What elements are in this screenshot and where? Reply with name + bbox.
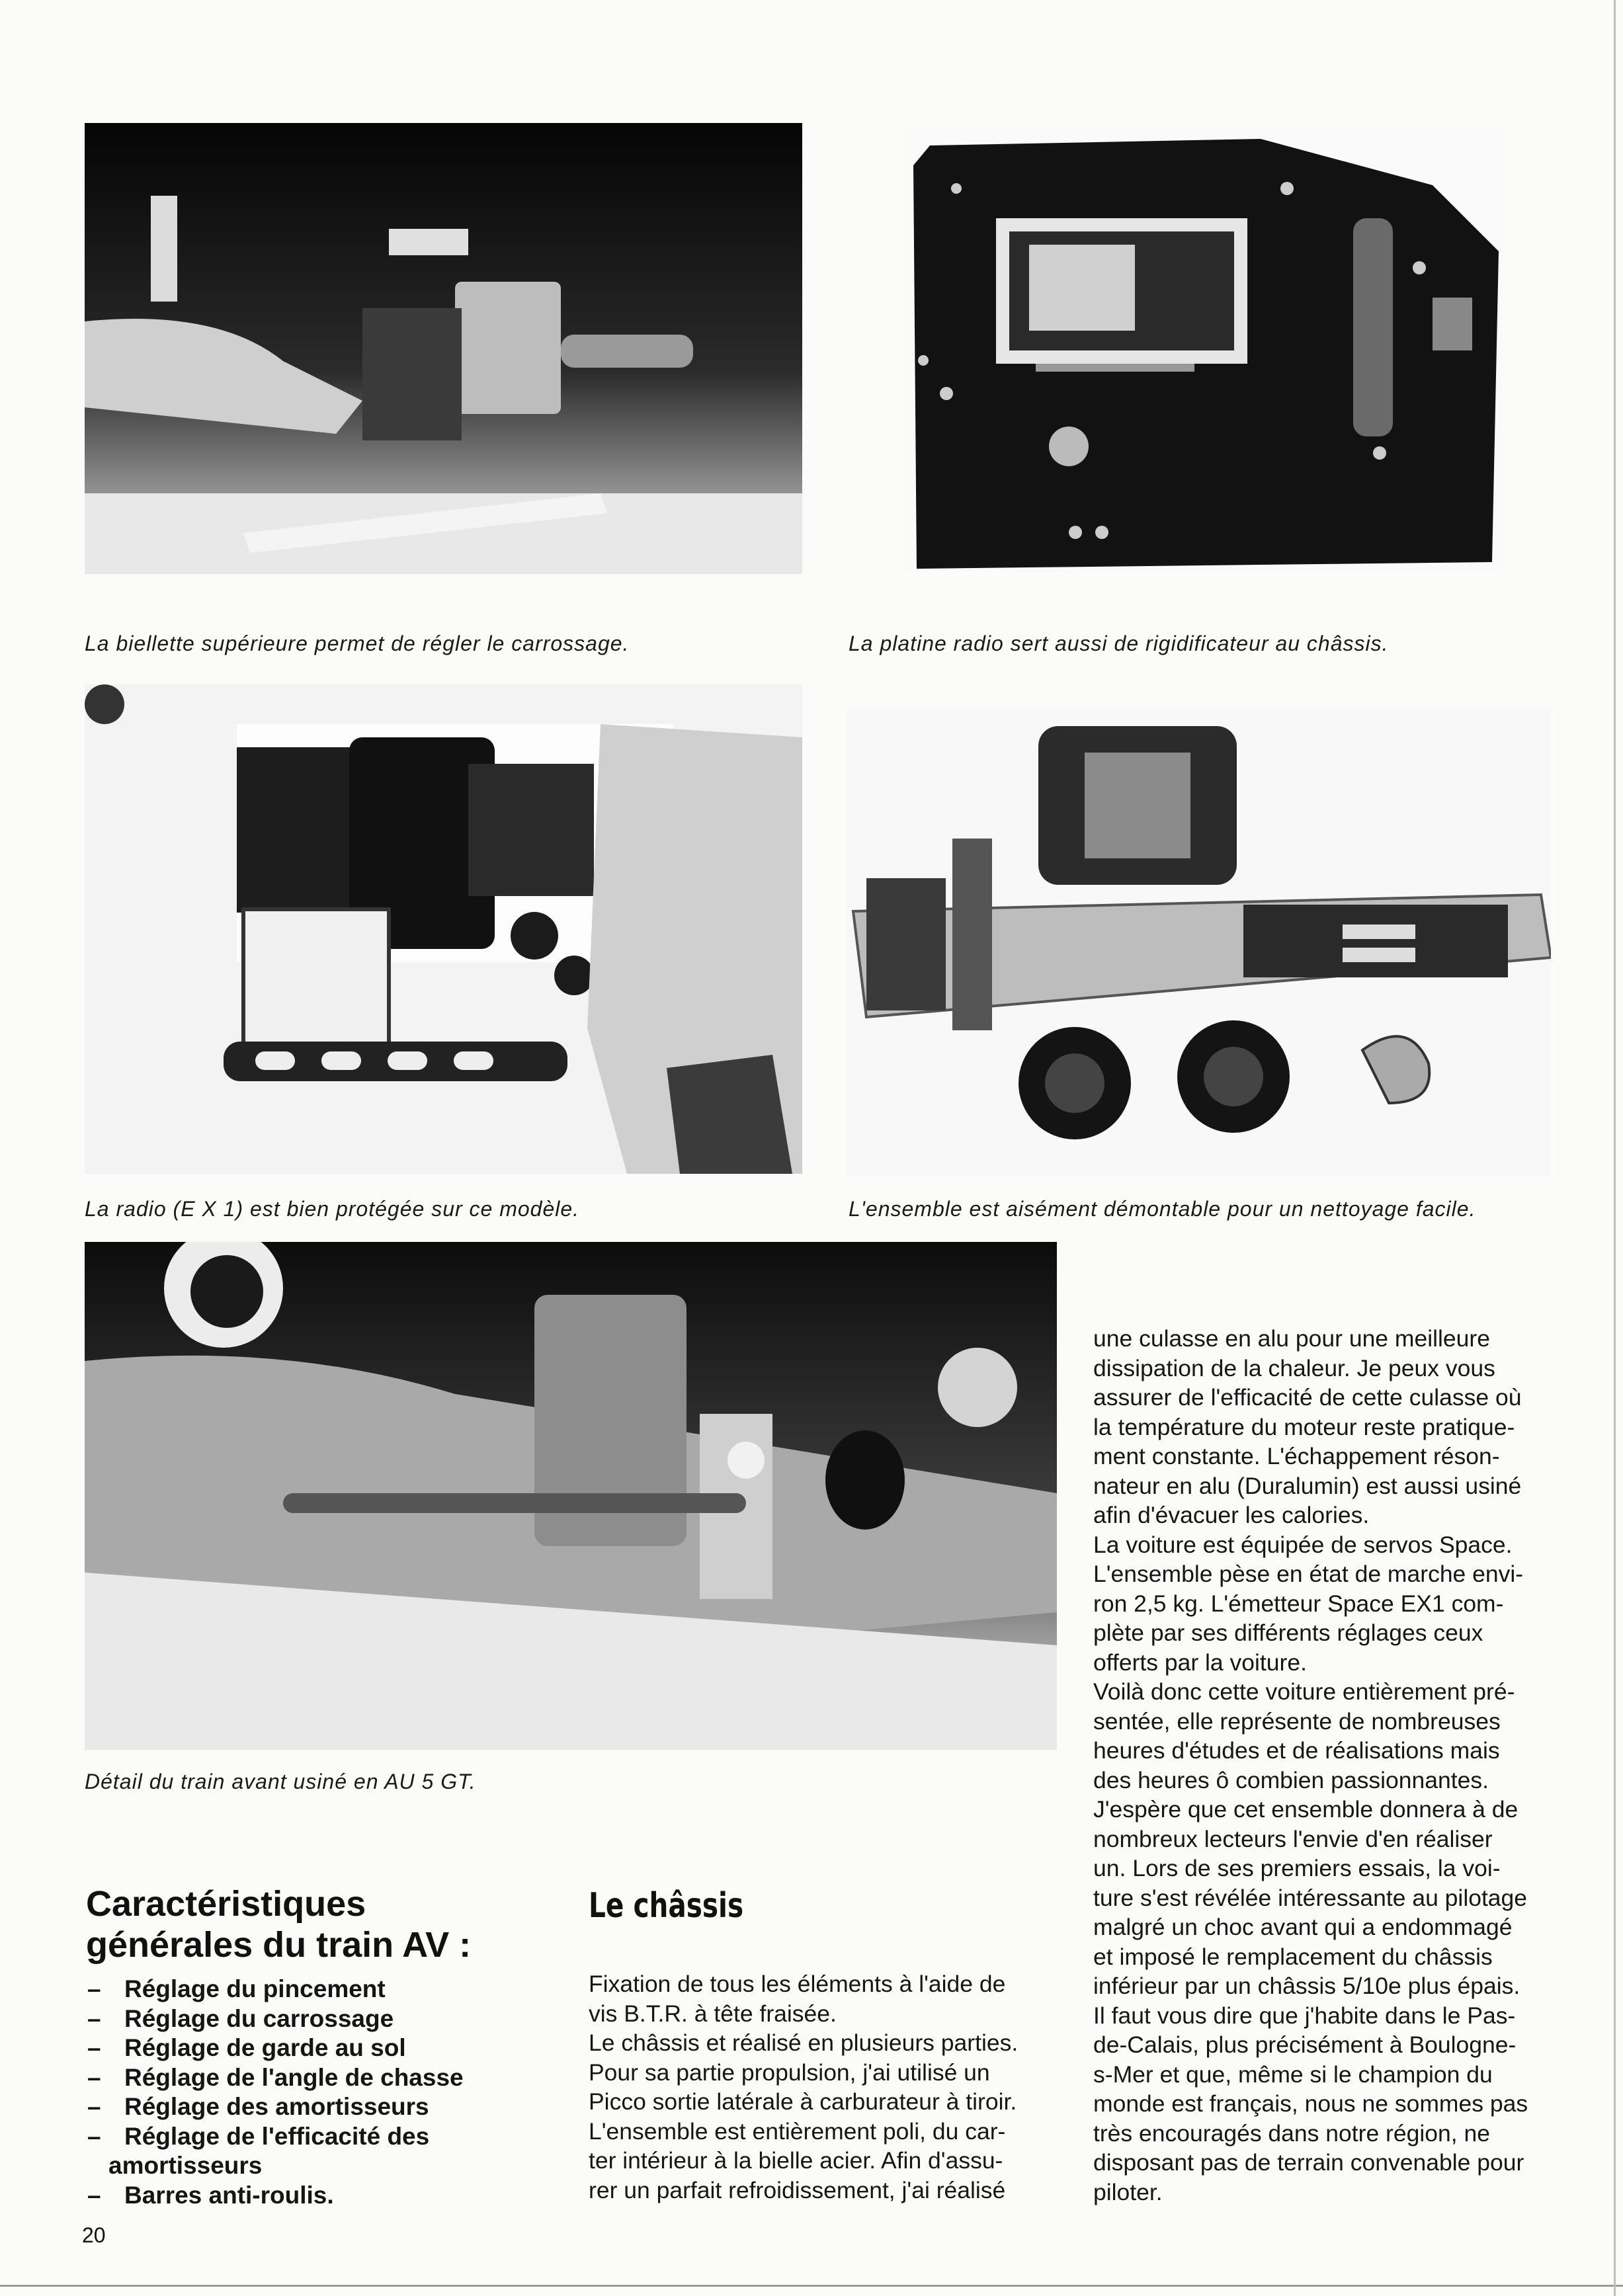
chassis-line: Fixation de tous les éléments à l'aide de [589,1971,1006,1997]
spec-item: – Barres anti-roulis. [87,2181,550,2211]
spec-item: – Réglage de garde au sol [87,2033,550,2063]
caption-disassembled: L'ensemble est aisément démontable pour un nettoyage facile. [849,1197,1476,1221]
right-line: et imposé le remplacement du châssis [1093,1943,1493,1970]
right-line: afin d'évacuer les calories. [1093,1502,1370,1528]
spec-item: – Réglage du pincement [87,1975,550,2004]
right-line: s-Mer et que, même si le champion du [1093,2061,1493,2088]
chassis-line: Picco sortie latérale à carburateur à tiroir. [589,2088,1017,2115]
spec-item: – Réglage du carrossage [87,2004,550,2034]
chassis-line: rer un parfait refroidissement, j'ai réalisé [589,2176,1006,2203]
right-column-text [1093,1324,1576,2207]
photo-disassembled [847,706,1551,1177]
radio-ex1-image [85,684,802,1174]
specs-title-line-2: générales du train AV : [86,1925,472,1965]
photo-upper-link [85,123,802,574]
bottom-edge-line [0,2285,1623,2287]
right-line: heures d'études et de réalisations mais [1093,1737,1500,1764]
right-line: ture s'est révélée intéressante au pilotage [1093,1884,1528,1911]
right-line: disposant pas de terrain convenable pour [1093,2149,1524,2176]
right-line: La voiture est équipée de servos Space. [1093,1531,1513,1558]
right-line: assurer de l'efficacité de cette culasse où [1093,1384,1522,1411]
right-line: nateur en alu (Duralumin) est aussi usiné [1093,1472,1522,1499]
chassis-title: Le châssis [589,1886,744,1926]
right-line: un. Lors de ses premiers essais, la voi- [1093,1855,1501,1881]
right-line: monde est français, nous ne sommes pas [1093,2090,1528,2117]
spec-item-continued: amortisseurs [108,2152,263,2179]
specs-list [87,1975,550,2210]
right-line: Il faut vous dire que j'habite dans le Pas- [1093,2002,1516,2029]
photo-front-train [85,1242,1057,1750]
right-line: ron 2,5 kg. L'émetteur Space EX1 com- [1093,1590,1504,1617]
front-train-image [85,1242,1057,1750]
right-line: piloter. [1093,2178,1163,2205]
right-line: J'espère que cet ensemble donnera à de [1093,1796,1519,1823]
photo-radio-plate [903,126,1502,573]
page-number: 20 [82,2223,106,2247]
chassis-line: L'ensemble est entièrement poli, du car- [589,2117,1006,2145]
right-line: sentée, elle représente de nombreuses [1093,1707,1501,1735]
right-line: nombreux lecteurs l'envie d'en réaliser [1093,1825,1493,1852]
right-line: Voilà donc cette voiture entièrement pré- [1093,1678,1515,1705]
right-line: la température du moteur reste pratique- [1093,1413,1515,1440]
right-line: malgré un choc avant qui a endommagé [1093,1914,1513,1940]
radio-plate-image [903,126,1502,573]
right-line: L'ensemble pèse en état de marche envi- [1093,1561,1524,1587]
right-line: des heures ô combien passionnantes. [1093,1766,1489,1793]
spec-item: – Réglage de l'angle de chasse [87,2063,550,2093]
right-line: dissipation de la chaleur. Je peux vous [1093,1354,1495,1381]
caption-upper-link: La biellette supérieure permet de régler le carrossage. [85,632,630,655]
chassis-text [589,1969,1071,2205]
right-edge-line [1614,0,1616,2296]
photo-radio-ex1 [85,684,802,1174]
upper-link-image [85,123,802,574]
right-line: ment constante. L'échappement réson- [1093,1443,1500,1469]
caption-front-train: Détail du train avant usiné en AU 5 GT. [85,1770,476,1793]
right-line: offerts par la voiture. [1093,1649,1307,1676]
chassis-line: vis B.T.R. à tête fraisée. [589,2000,837,2027]
right-line: plète par ses différents réglages ceux [1093,1620,1483,1646]
disassembled-image [847,706,1551,1177]
chassis-line: Le châssis et réalisé en plusieurs parties. [589,2030,1019,2056]
specs-title-line-1: Caractéristiques [86,1884,366,1924]
chassis-line: Pour sa partie propulsion, j'ai utilisé un [589,2059,990,2086]
caption-radio-ex1: La radio (E X 1) est bien protégée sur ce modèle. [85,1197,580,1221]
right-line: de-Calais, plus précisément à Boulogne- [1093,2031,1517,2058]
right-line: inférieur par un châssis 5/10e plus épais. [1093,1973,1520,1999]
specs-title [86,1883,471,1965]
right-line: une culasse en alu pour une meilleure [1093,1325,1490,1352]
chassis-line: ter intérieur à la bielle acier. Afin d'assu- [589,2147,1003,2174]
spec-item: – Réglage de l'efficacité des [87,2122,550,2152]
right-line: très encouragés dans notre région, ne [1093,2119,1490,2147]
spec-item: – Réglage des amortisseurs [87,2092,550,2122]
caption-radio-plate: La platine radio sert aussi de rigidificateur au châssis. [849,632,1389,655]
